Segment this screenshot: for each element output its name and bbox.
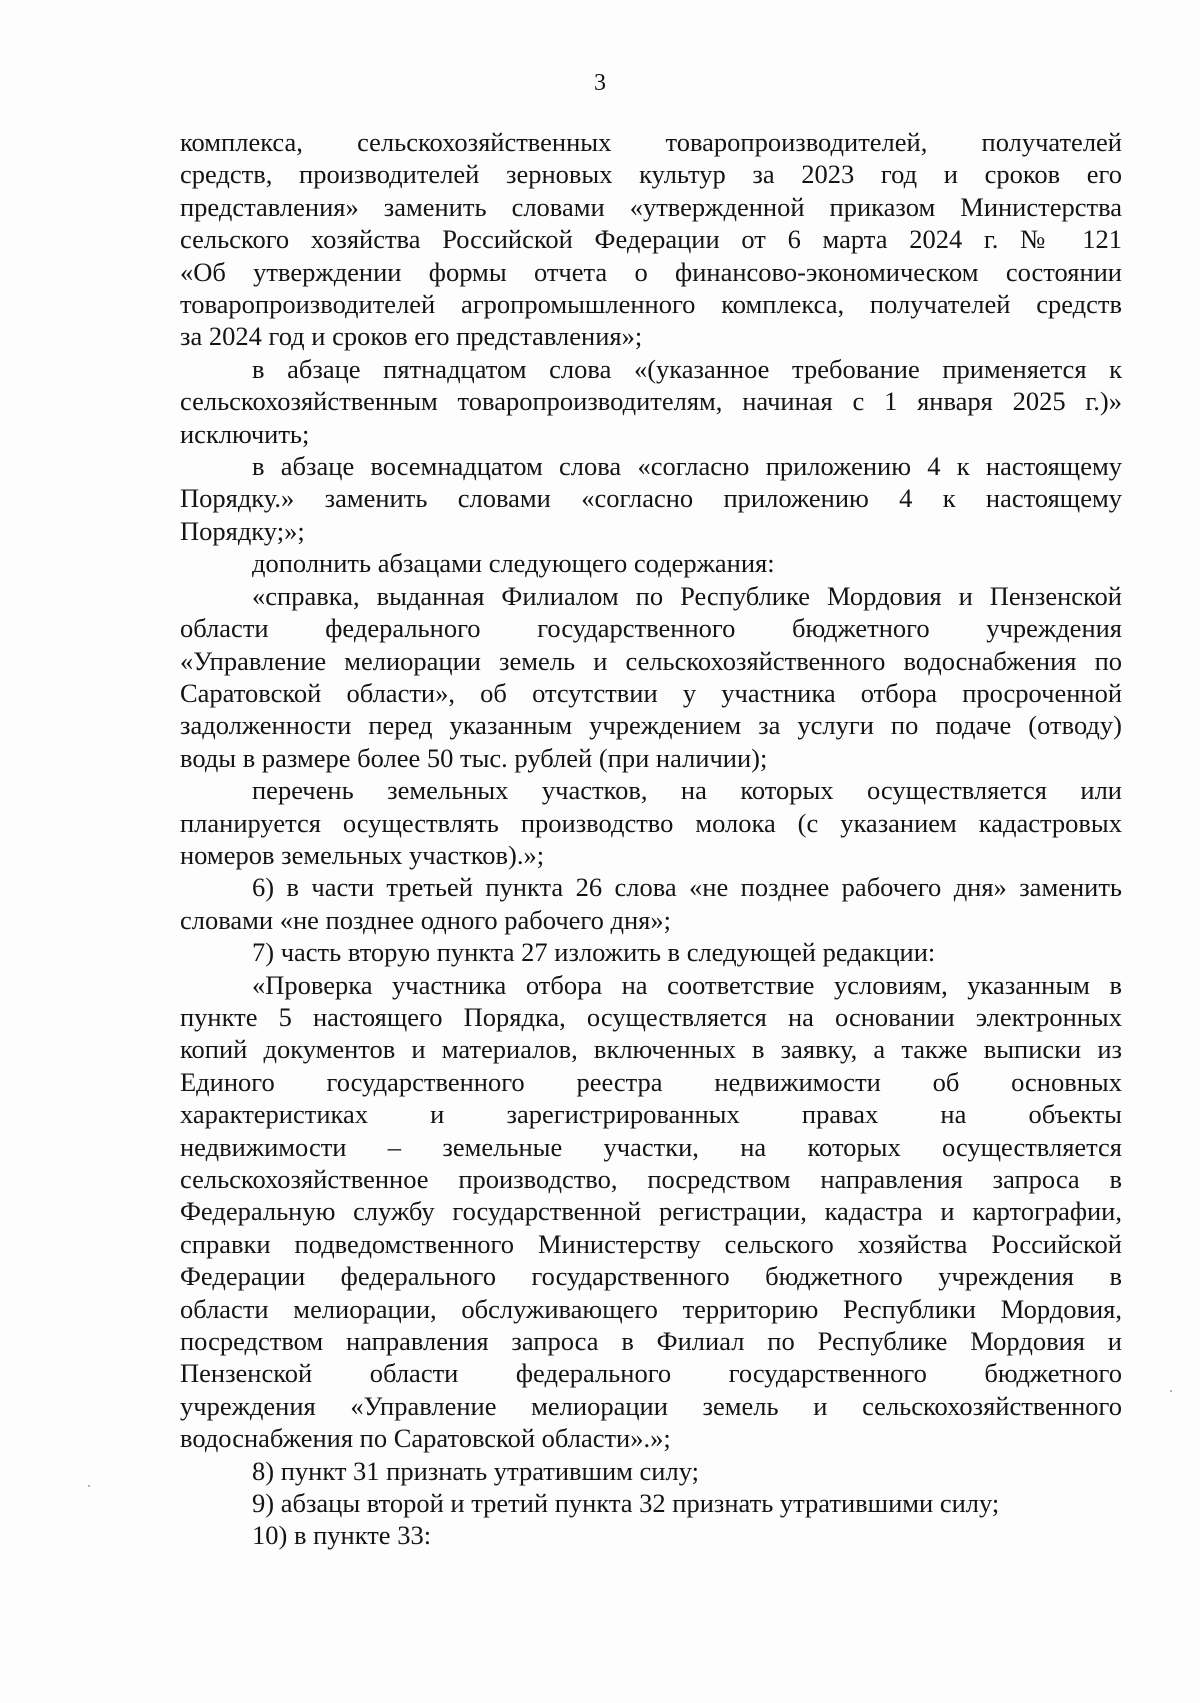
- text-line: сельского хозяйства Российской Федерации от 6 марта 2024 г. № 121: [180, 224, 1122, 255]
- text-line: недвижимости – земельные участки, на которых осуществляется: [180, 1131, 1122, 1162]
- text-line: 10) в пункте 33:: [252, 1520, 432, 1551]
- text-line: словами «не позднее одного рабочего дня»;: [180, 904, 671, 935]
- paragraph-land-plots-list: [180, 774, 1122, 871]
- text-line: 7) часть вторую пункта 27 изложить в следующей редакции:: [252, 937, 936, 968]
- paragraph-item-8: [180, 1455, 1122, 1487]
- scan-speck: [88, 1485, 90, 1487]
- text-line: Пензенской области федерального государственного бюджетного: [180, 1358, 1122, 1389]
- paragraph-eighteenth-clause: [180, 450, 1122, 547]
- text-line: 8) пункт 31 признать утратившим силу;: [252, 1455, 699, 1486]
- text-line: «справка, выданная Филиалом по Республике Мордовия и Пензенской: [252, 580, 1122, 611]
- text-line: сельскохозяйственное производство, посредством направления запроса в: [180, 1164, 1122, 1194]
- text-line: «Проверка участника отбора на соответствие условиям, указанным в: [252, 969, 1122, 1000]
- text-line: товаропроизводителей агропромышленного комплекса, получателей средств: [180, 289, 1122, 320]
- text-line: номеров земельных участков).»;: [180, 839, 545, 870]
- paragraph-supplement: [180, 547, 1122, 579]
- text-line: пункте 5 настоящего Порядка, осуществляется на основании электронных: [180, 1001, 1122, 1032]
- text-line: в абзаце пятнадцатом слова «(указанное требование применяется к: [252, 353, 1122, 384]
- text-line: перечень земельных участков, на которых осуществляется или: [252, 775, 1122, 806]
- paragraph-verification: [180, 969, 1122, 1455]
- paragraph-order-reference: [180, 126, 1122, 353]
- text-line: посредством направления запроса в Филиал по Республике Мордовия и: [180, 1326, 1122, 1357]
- text-line: комплекса, сельскохозяйственных товаропроизводителей, получателей: [180, 127, 1122, 157]
- text-line: в абзаце восемнадцатом слова «согласно приложению 4 к настоящему: [252, 451, 1122, 482]
- document-body: [180, 126, 1122, 1552]
- paragraph-item-7: [180, 936, 1122, 968]
- text-line: сельскохозяйственным товаропроизводителям, начиная с 1 января 2025 г.)»: [180, 386, 1122, 417]
- paragraph-reference-certificate: [180, 580, 1122, 774]
- text-line: средств, производителей зерновых культур за 2023 год и сроков его: [180, 159, 1122, 190]
- page-number: 3: [594, 70, 606, 96]
- text-line: 6) в части третьей пункта 26 слова «не позднее рабочего дня» заменить: [252, 872, 1122, 903]
- text-line: учреждения «Управление мелиорации земель и сельскохозяйственного: [180, 1390, 1122, 1421]
- text-line: области федерального государственного бюджетного учреждения: [180, 613, 1122, 644]
- text-line: копий документов и материалов, включенных в заявку, а также выписки из: [180, 1034, 1122, 1065]
- text-line: за 2024 год и сроков его представления»;: [180, 321, 643, 352]
- text-line: Федерации федерального государственного бюджетного учреждения в: [180, 1261, 1122, 1292]
- paragraph-item-6: [180, 871, 1122, 936]
- text-line: Порядку.» заменить словами «согласно приложению 4 к настоящему: [180, 483, 1122, 514]
- text-line: 9) абзацы второй и третий пункта 32 признать утратившими силу;: [252, 1488, 1000, 1519]
- text-line: «Об утверждении формы отчета о финансово-экономическом состоянии: [180, 256, 1122, 287]
- text-line: характеристиках и зарегистрированных правах на объекты: [180, 1099, 1122, 1130]
- paragraph-item-10: [180, 1519, 1122, 1551]
- text-line: справки подведомственного Министерству сельского хозяйства Российской: [180, 1228, 1122, 1259]
- text-line: Единого государственного реестра недвижимости об основных: [180, 1066, 1122, 1097]
- text-line: исключить;: [180, 418, 310, 449]
- text-line: представления» заменить словами «утвержденной приказом Министерства: [180, 191, 1122, 222]
- text-line: планируется осуществлять производство молока (с указанием кадастровых: [180, 807, 1122, 838]
- text-line: Федеральную службу государственной регистрации, кадастра и картографии,: [180, 1196, 1122, 1227]
- text-line: области мелиорации, обслуживающего территорию Республики Мордовия,: [180, 1293, 1122, 1324]
- text-line: Порядку;»;: [180, 515, 305, 546]
- paragraph-fifteenth-clause: [180, 353, 1122, 450]
- text-line: водоснабжения по Саратовской области».»;: [180, 1423, 671, 1454]
- text-line: Саратовской области», об отсутствии у участника отбора просроченной: [180, 677, 1122, 708]
- scan-speck: [1170, 1390, 1172, 1392]
- text-line: «Управление мелиорации земель и сельскохозяйственного водоснабжения по: [180, 645, 1122, 676]
- text-line: воды в размере более 50 тыс. рублей (при наличии);: [180, 742, 768, 773]
- text-line: задолженности перед указанным учреждением за услуги по подаче (отводу): [180, 710, 1122, 741]
- text-line: дополнить абзацами следующего содержания:: [252, 548, 775, 579]
- paragraph-item-9: [180, 1487, 1122, 1519]
